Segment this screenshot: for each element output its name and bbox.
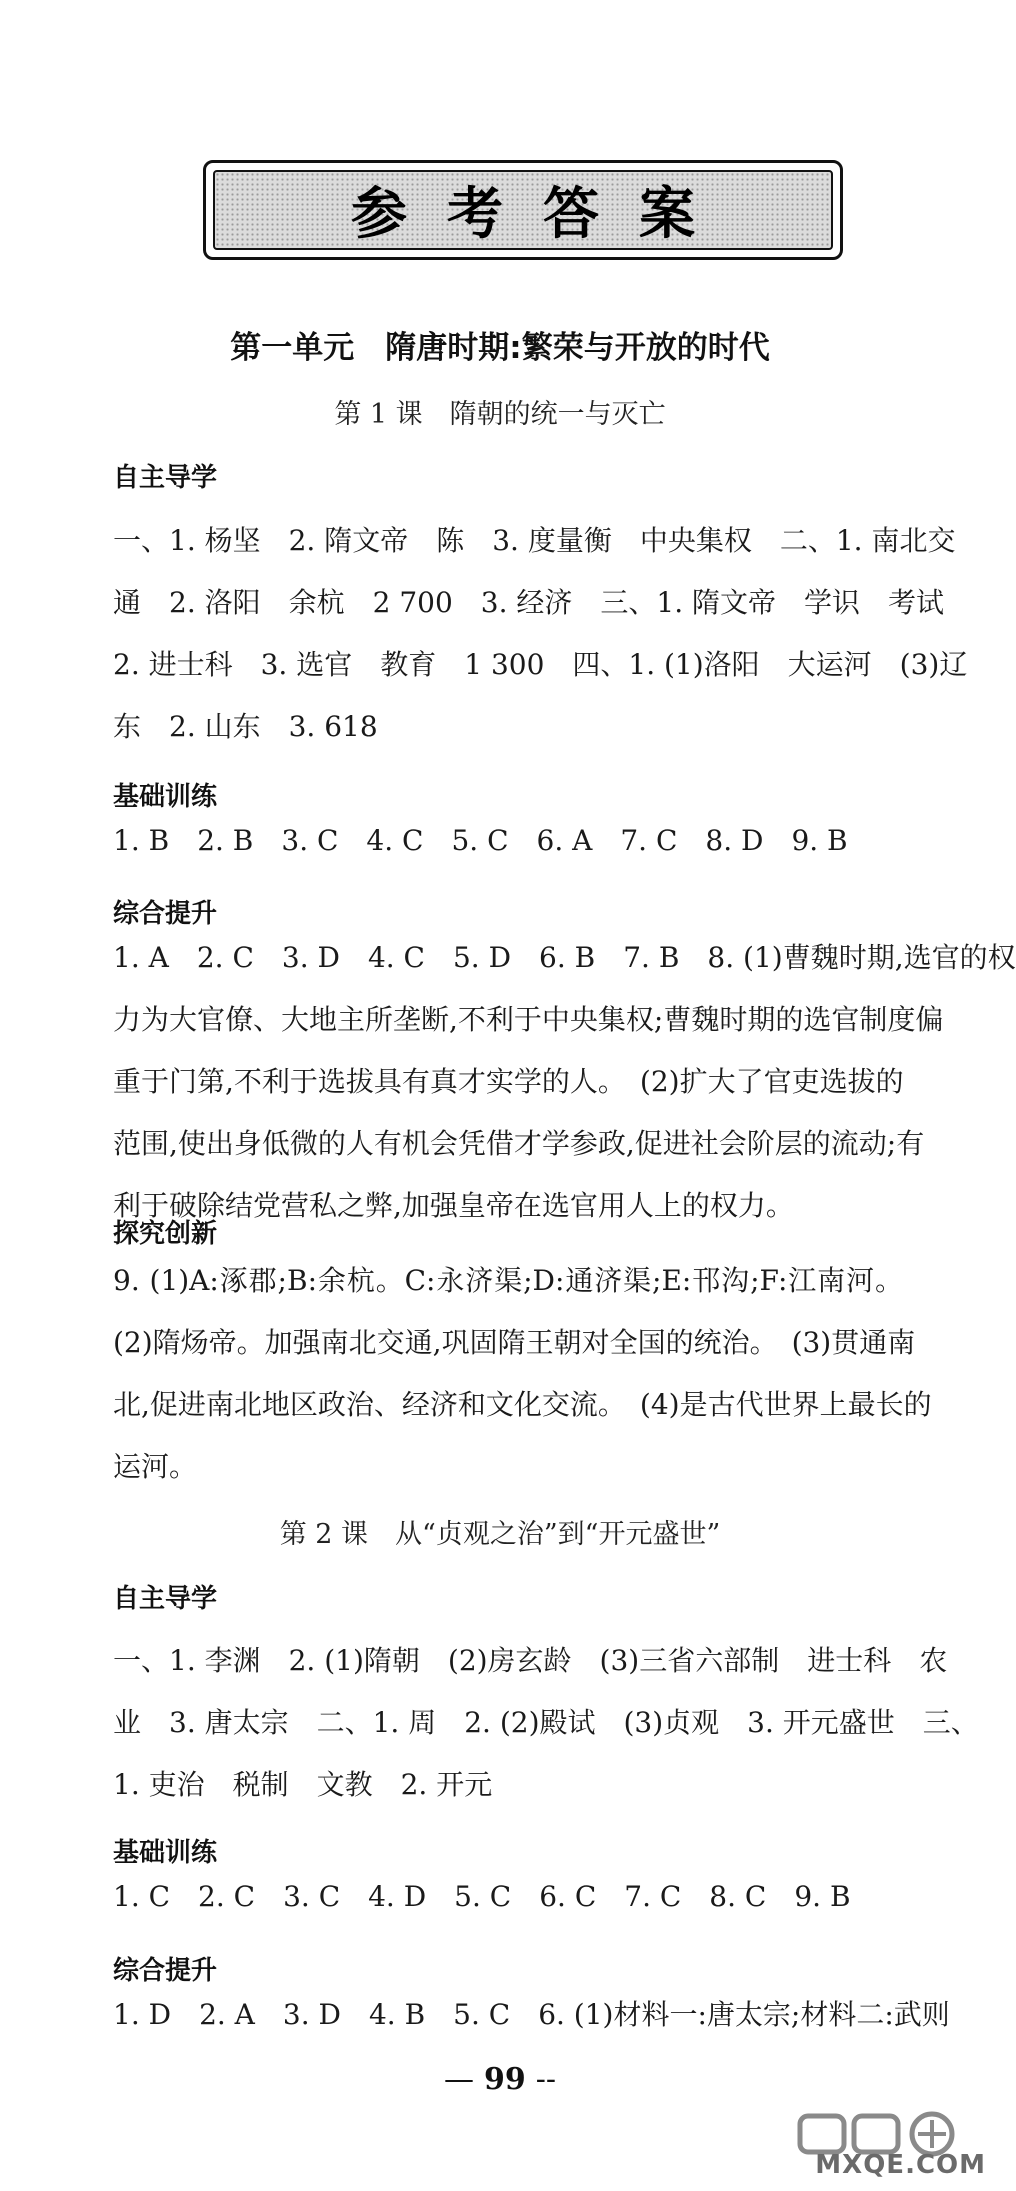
page-number-value: 99	[483, 2062, 526, 2097]
lesson-1-title: 第 1 课 隋朝的统一与灭亡	[334, 399, 666, 430]
text-line: 1. C 2. C 3. C 4. D 5. C 6. C 7. C 8. C 9. B	[113, 1880, 851, 1913]
lesson-1-zizhu-answers	[113, 510, 968, 758]
text-line: 通 2. 洛阳 余杭 2 700 3. 经济 三、1. 隋文帝 学识 考试	[113, 586, 945, 619]
lesson-2-title: 第 2 课 从“贞观之治”到“开元盛世”	[279, 1519, 721, 1550]
text-line: 利于破除结党营私之弊,加强皇帝在选官用人上的权力。	[113, 1189, 794, 1222]
banner-title: 参考答案	[351, 182, 735, 247]
answer-banner-inner	[213, 170, 833, 250]
lesson-1-jichu-heading: 基础训练	[113, 782, 218, 812]
lesson-1-jichu-answers	[113, 810, 903, 872]
text-line: 范围,使出身低微的人有机会凭借才学参政,促进社会阶层的流动;有	[113, 1127, 925, 1160]
text-line: 力为大官僚、大地主所垄断,不利于中央集权;曹魏时期的选官制度偏	[113, 1003, 944, 1036]
lesson-1-zizhu-heading: 自主导学	[113, 463, 218, 493]
text-line: 9. (1)A:涿郡;B:余杭。C:永济渠;D:通济渠;E:邗沟;F:江南河。	[113, 1264, 903, 1297]
lesson-2-zizhu-answers	[113, 1630, 979, 1816]
lesson-1-zonghe-heading: 综合提升	[113, 899, 218, 929]
page-number	[0, 2062, 1000, 2097]
text-line: 1. 吏治 税制 文教 2. 开元	[113, 1768, 493, 1801]
lesson-2-zonghe-answers	[113, 1984, 950, 2046]
text-line: 运河。	[113, 1450, 198, 1483]
text-line: 1. B 2. B 3. C 4. C 5. C 6. A 7. C 8. D 9. B	[113, 824, 848, 857]
text-line: 北,促进南北地区政治、经济和文化交流。 (4)是古代世界上最长的	[113, 1388, 932, 1421]
lesson-2-jichu-heading: 基础训练	[113, 1838, 218, 1868]
text-line: 1. D 2. A 3. D 4. B 5. C 6. (1)材料一:唐太宗;材料二:武则	[113, 1998, 950, 2031]
page-dash-right: --	[535, 2062, 557, 2097]
text-line: 重于门第,不利于选拔具有真才实学的人。 (2)扩大了官吏选拔的	[113, 1065, 904, 1098]
text-line: 2. 进士科 3. 选官 教育 1 300 四、1. (1)洛阳 大运河 (3)辽	[113, 648, 968, 681]
text-line: 一、1. 杨坚 2. 隋文帝 陈 3. 度量衡 中央集权 二、1. 南北交	[113, 524, 956, 557]
watermark-site: MXQE.COM	[815, 2150, 986, 2180]
lesson-2-zonghe-heading: 综合提升	[113, 1956, 218, 1986]
text-line: 一、1. 李渊 2. (1)隋朝 (2)房玄龄 (3)三省六部制 进士科 农	[113, 1644, 948, 1677]
text-line: 1. A 2. C 3. D 4. C 5. D 6. B 7. B 8. (1)曹魏时期,选官的权	[113, 941, 1016, 974]
text-line: (2)隋炀帝。加强南北交通,巩固隋王朝对全国的统治。 (3)贯通南	[113, 1326, 916, 1359]
lesson-1-tanjiu-answers	[113, 1250, 932, 1498]
text-line: 东 2. 山东 3. 618	[113, 710, 378, 743]
unit-title: 第一单元 隋唐时期:繁荣与开放的时代	[230, 330, 770, 366]
lesson-1-tanjiu-heading: 探究创新	[113, 1219, 218, 1249]
lesson-1-zonghe-answers	[113, 927, 1016, 1237]
text-line: 业 3. 唐太宗 二、1. 周 2. (2)殿试 (3)贞观 3. 开元盛世 三、	[113, 1706, 979, 1739]
answer-banner	[203, 160, 843, 260]
page-dash-left: —	[443, 2062, 474, 2097]
lesson-2-jichu-answers	[113, 1866, 903, 1928]
lesson-2-zizhu-heading: 自主导学	[113, 1584, 218, 1614]
